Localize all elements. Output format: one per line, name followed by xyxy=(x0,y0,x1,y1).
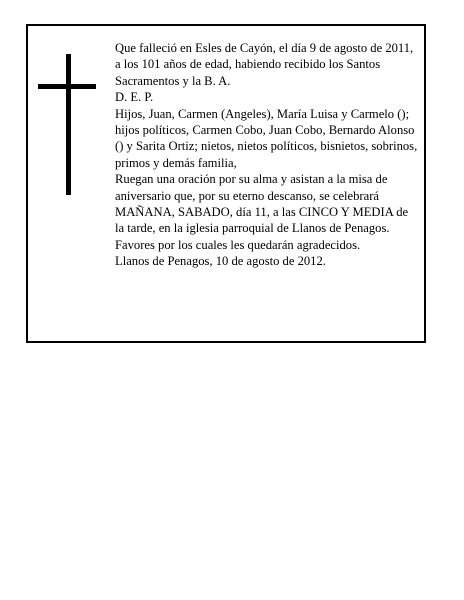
rest-in-peace-line: D. E. P. xyxy=(115,90,154,105)
place-and-date: Llanos de Penagos, 10 de agosto de 2012. xyxy=(115,254,326,269)
cross-horizontal-bar xyxy=(38,84,96,89)
mass-invitation: Ruegan una oración por su alma y asistan a la misa de aniversario que, por su eterno descanso, se celebrará MAÑANA, SABADO, día 11, a las CINCO Y MEDIA de la tarde, en la iglesia parroquial de Llanos de Penagos. Favores por los cuales les quedarán agradecidos. xyxy=(115,172,409,252)
death-announcement: Que falleció en Esles de Cayón, el día 9 de agosto de 2011, a los 101 años de edad, habiendo recibido los Santos Sacramentos y la B. A. xyxy=(115,41,414,88)
cross-vertical-bar xyxy=(66,54,71,195)
notice-text xyxy=(115,40,420,270)
obituary-notice xyxy=(26,24,426,343)
family-list: Hijos, Juan, Carmen (Angeles), María Luisa y Carmelo (); hijos políticos, Carmen Cobo, Juan Cobo, Bernardo Alonso () y Sarita Ortiz; nietos, nietos políticos, bisnietos, sobrinos, primos y demás familia, xyxy=(115,106,418,170)
